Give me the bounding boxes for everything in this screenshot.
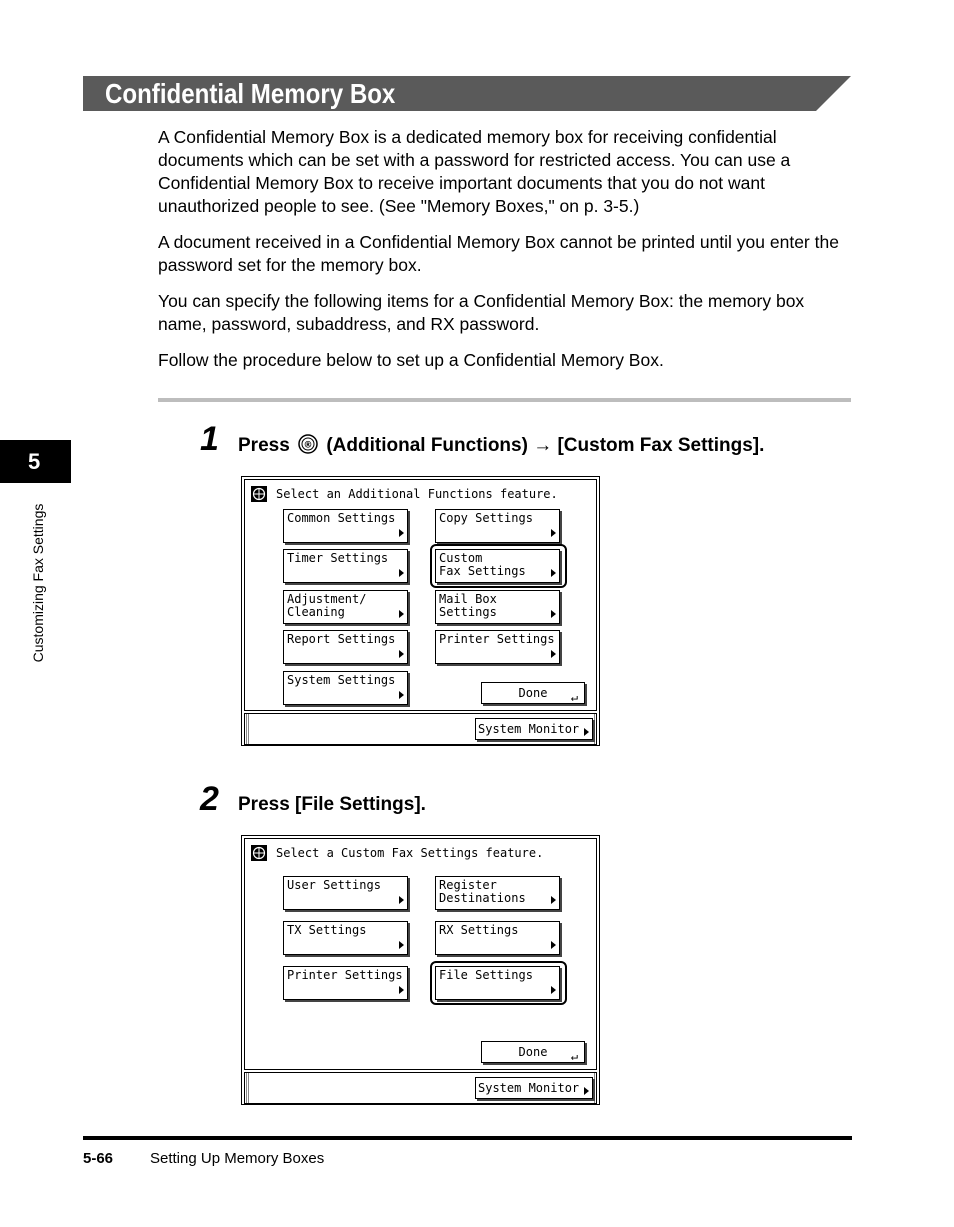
arrow-right-icon bbox=[551, 529, 556, 537]
arrow-right-icon bbox=[399, 691, 404, 699]
svg-text:®: ® bbox=[303, 440, 313, 451]
arrow-right-icon bbox=[399, 610, 404, 618]
status-bar bbox=[244, 713, 597, 745]
custom-fax-settings-button[interactable]: Custom Fax Settings bbox=[435, 549, 560, 583]
page-number: 5-66 bbox=[83, 1150, 114, 1167]
additional-functions-screen bbox=[241, 476, 600, 746]
arrow-right-icon bbox=[399, 941, 404, 949]
adjustment-cleaning-button[interactable]: Adjustment/ Cleaning bbox=[283, 590, 408, 624]
return-icon: ↵ bbox=[570, 690, 578, 704]
done-button[interactable]: Done ↵ bbox=[481, 682, 585, 704]
step-1-suffix: [Custom Fax Settings]. bbox=[557, 435, 765, 456]
screen-panel bbox=[244, 838, 597, 1070]
screen-header bbox=[251, 845, 543, 861]
step-1-middle: (Additional Functions) bbox=[326, 435, 528, 456]
status-bar bbox=[244, 1072, 597, 1104]
system-settings-button[interactable]: System Settings bbox=[283, 671, 408, 705]
arrow-right-icon bbox=[584, 728, 589, 736]
arrow-right-icon bbox=[551, 650, 556, 658]
file-settings-button[interactable]: File Settings bbox=[435, 966, 560, 1000]
report-settings-button[interactable]: Report Settings bbox=[283, 630, 408, 664]
chapter-tab: 5 bbox=[0, 440, 71, 483]
section-divider bbox=[158, 398, 851, 402]
arrow-right-icon bbox=[551, 569, 556, 577]
copy-settings-button[interactable]: Copy Settings bbox=[435, 509, 560, 543]
timer-settings-button[interactable]: Timer Settings bbox=[283, 549, 408, 583]
section-banner bbox=[83, 76, 851, 111]
arrow-right-icon bbox=[551, 986, 556, 994]
paragraph-2: A document received in a Confidential Memory Box cannot be printed until you enter the password set for the memory box. bbox=[158, 232, 839, 275]
arrow-right-icon bbox=[399, 896, 404, 904]
section-title: Confidential Memory Box bbox=[105, 78, 396, 109]
custom-fax-settings-screen bbox=[241, 835, 600, 1105]
arrow-icon: → bbox=[533, 435, 553, 456]
additional-functions-icon bbox=[251, 845, 267, 861]
arrow-right-icon bbox=[551, 896, 556, 904]
printer-settings-button[interactable]: Printer Settings bbox=[435, 630, 560, 664]
step-1-prefix: Press bbox=[238, 435, 290, 456]
footer-title: Setting Up Memory Boxes bbox=[150, 1150, 325, 1167]
screen-header-text: Select an Additional Functions feature. bbox=[276, 487, 558, 501]
arrow-right-icon bbox=[399, 529, 404, 537]
paragraph-4: Follow the procedure below to set up a Confidential Memory Box. bbox=[158, 350, 664, 370]
done-button[interactable]: Done ↵ bbox=[481, 1041, 585, 1063]
step-2-instruction: Press [File Settings]. bbox=[238, 794, 426, 815]
additional-functions-icon bbox=[251, 486, 267, 502]
paragraph-3: You can specify the following items for a Confidential Memory Box: the memory box name, password, subaddress, and RX password. bbox=[158, 291, 805, 334]
mail-box-settings-button[interactable]: Mail Box Settings bbox=[435, 590, 560, 624]
step-2-number: 2 bbox=[200, 780, 219, 818]
arrow-right-icon bbox=[551, 941, 556, 949]
step-1-number: 1 bbox=[200, 420, 219, 458]
arrow-right-icon bbox=[584, 1087, 589, 1095]
additional-functions-icon bbox=[298, 434, 318, 460]
user-settings-button[interactable]: User Settings bbox=[283, 876, 408, 910]
register-destinations-button[interactable]: Register Destinations bbox=[435, 876, 560, 910]
step-1-instruction bbox=[238, 434, 764, 460]
common-settings-button[interactable]: Common Settings bbox=[283, 509, 408, 543]
printer-settings-button[interactable]: Printer Settings bbox=[283, 966, 408, 1000]
arrow-right-icon bbox=[399, 986, 404, 994]
rx-settings-button[interactable]: RX Settings bbox=[435, 921, 560, 955]
chapter-label: Customizing Fax Settings bbox=[30, 503, 46, 663]
tx-settings-button[interactable]: TX Settings bbox=[283, 921, 408, 955]
screen-header-text: Select a Custom Fax Settings feature. bbox=[276, 846, 544, 860]
footer-divider bbox=[83, 1136, 852, 1140]
system-monitor-button[interactable]: System Monitor bbox=[475, 718, 593, 740]
screen-header bbox=[251, 486, 558, 502]
system-monitor-button[interactable]: System Monitor bbox=[475, 1077, 593, 1099]
arrow-right-icon bbox=[399, 650, 404, 658]
intro-text bbox=[158, 126, 853, 385]
arrow-right-icon bbox=[399, 569, 404, 577]
paragraph-1: A Confidential Memory Box is a dedicated memory box for receiving confidential documents which can be set with a password for restricted access. You can use a Confidential Memory Box to receive important documents that you do not want unauthorized people to see. (See "Memory Boxes," on p. 3-5.) bbox=[158, 127, 791, 216]
arrow-right-icon bbox=[551, 610, 556, 618]
screen-panel bbox=[244, 479, 597, 711]
return-icon: ↵ bbox=[570, 1049, 578, 1063]
